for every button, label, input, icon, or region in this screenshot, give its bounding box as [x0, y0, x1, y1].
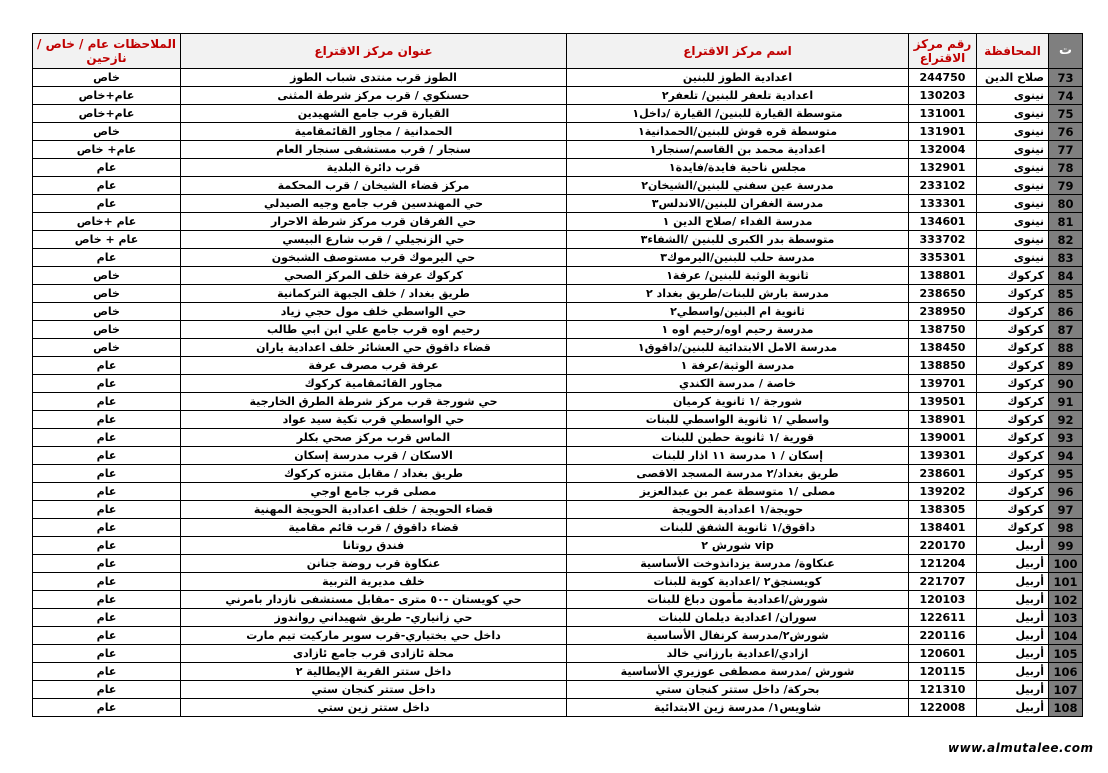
table-row	[33, 447, 1083, 465]
governorate-cell: كركوك	[977, 267, 1049, 285]
table-row	[33, 303, 1083, 321]
table-row	[33, 681, 1083, 699]
center-name-cell: مدرسة الغفران للبنين/الاندلس٣	[567, 195, 909, 213]
center-name-cell: متوسطة القيارة للبنين/ القيارة /داخل١	[567, 105, 909, 123]
center-code-cell: 120103	[909, 591, 977, 609]
row-number: 80	[1049, 195, 1083, 213]
row-number: 98	[1049, 519, 1083, 537]
center-address-cell: طريق بغداد / خلف الجبهة التركمانية	[181, 285, 567, 303]
center-code-cell: 131901	[909, 123, 977, 141]
notes-cell: عام +خاص	[33, 213, 181, 231]
governorate-cell: أربيل	[977, 663, 1049, 681]
center-address-cell: حي كويستان -٥٠ مترى -مقابل مستشفى نازدار بامرني	[181, 591, 567, 609]
row-number: 108	[1049, 699, 1083, 717]
table-row	[33, 537, 1083, 555]
notes-cell: عام	[33, 357, 181, 375]
governorate-cell: أربيل	[977, 609, 1049, 627]
table-row	[33, 411, 1083, 429]
row-number: 91	[1049, 393, 1083, 411]
center-address-cell: مجاور القائمقامية كركوك	[181, 375, 567, 393]
row-number: 90	[1049, 375, 1083, 393]
table-row	[33, 321, 1083, 339]
table-row	[33, 573, 1083, 591]
center-address-cell: قضاء داقوق / قرب قائم مقامية	[181, 519, 567, 537]
table-row	[33, 357, 1083, 375]
center-name-cell: مدرسة الفداء /صلاح الدين ١	[567, 213, 909, 231]
notes-cell: عام + خاص	[33, 231, 181, 249]
governorate-cell: كركوك	[977, 483, 1049, 501]
table-header-row	[33, 34, 1083, 69]
center-code-cell: 220116	[909, 627, 977, 645]
center-code-cell: 139301	[909, 447, 977, 465]
center-address-cell: محلة ئازادى قرب جامع ئازادى	[181, 645, 567, 663]
notes-cell: عام	[33, 465, 181, 483]
center-code-cell: 238950	[909, 303, 977, 321]
center-name-cell: داقوق/١ ثانوية الشفق للبنات	[567, 519, 909, 537]
notes-cell: عام	[33, 393, 181, 411]
center-code-cell: 120115	[909, 663, 977, 681]
notes-cell: عام	[33, 591, 181, 609]
governorate-cell: كركوك	[977, 501, 1049, 519]
center-code-cell: 138750	[909, 321, 977, 339]
notes-cell: عام	[33, 249, 181, 267]
governorate-cell: نينوى	[977, 195, 1049, 213]
row-number: 76	[1049, 123, 1083, 141]
governorate-cell: كركوك	[977, 519, 1049, 537]
table-row	[33, 249, 1083, 267]
governorate-cell: كركوك	[977, 393, 1049, 411]
governorate-cell: كركوك	[977, 285, 1049, 303]
table-row	[33, 123, 1083, 141]
notes-cell: عام	[33, 519, 181, 537]
center-address-cell: داخل حي بختياري-قرب سوبر ماركيت تيم مارت	[181, 627, 567, 645]
table-row	[33, 645, 1083, 663]
governorate-cell: نينوى	[977, 249, 1049, 267]
row-number: 99	[1049, 537, 1083, 555]
table-row	[33, 141, 1083, 159]
notes-cell: عام	[33, 699, 181, 717]
center-code-cell: 132901	[909, 159, 977, 177]
notes-cell: عام	[33, 681, 181, 699]
center-name-cell: حويجة/١ اعدادية الحويجة	[567, 501, 909, 519]
row-number: 106	[1049, 663, 1083, 681]
center-address-cell: طريق بغداد / مقابل متنزه كركوك	[181, 465, 567, 483]
notes-cell: خاص	[33, 339, 181, 357]
row-number: 87	[1049, 321, 1083, 339]
center-code-cell: 122611	[909, 609, 977, 627]
center-address-cell: الاسكان / قرب مدرسة إسكان	[181, 447, 567, 465]
row-number: 97	[1049, 501, 1083, 519]
governorate-cell: أربيل	[977, 573, 1049, 591]
center-address-cell: كركوك عرفة خلف المركز الصحي	[181, 267, 567, 285]
governorate-cell: نينوى	[977, 105, 1049, 123]
center-name-cell: شورش٢/مدرسة كرنفال الأساسية	[567, 627, 909, 645]
center-name-cell: طريق بغداد/٢ مدرسة المسجد الاقصى	[567, 465, 909, 483]
center-address-cell: قضاء الحويجة / خلف اعدادية الحويجة المهنية	[181, 501, 567, 519]
center-code-cell: 138901	[909, 411, 977, 429]
center-code-cell: 131001	[909, 105, 977, 123]
table-row	[33, 195, 1083, 213]
center-code-cell: 221707	[909, 573, 977, 591]
center-name-cell: اعدادية الطوز للبنين	[567, 69, 909, 87]
row-number: 83	[1049, 249, 1083, 267]
center-name-cell: اعدادية محمد بن القاسم/سنجار١	[567, 141, 909, 159]
row-number: 95	[1049, 465, 1083, 483]
center-name-cell: مدرسة رحيم اوه/رحيم اوه ١	[567, 321, 909, 339]
notes-cell: عام	[33, 645, 181, 663]
governorate-cell: أربيل	[977, 591, 1049, 609]
table-row	[33, 465, 1083, 483]
governorate-cell: أربيل	[977, 537, 1049, 555]
table-row	[33, 699, 1083, 717]
row-number: 82	[1049, 231, 1083, 249]
center-address-cell: حي الزنجيلي / قرب شارع البيسي	[181, 231, 567, 249]
center-address-cell: داخل ستتر القرية الإيطالية ٢	[181, 663, 567, 681]
center-address-cell: الماس قرب مركز صحي بكلر	[181, 429, 567, 447]
governorate-cell: كركوك	[977, 303, 1049, 321]
governorate-cell: أربيل	[977, 627, 1049, 645]
center-address-cell: حي الفرقان قرب مركز شرطة الاحرار	[181, 213, 567, 231]
notes-cell: خاص	[33, 321, 181, 339]
governorate-cell: نينوى	[977, 141, 1049, 159]
notes-cell: خاص	[33, 285, 181, 303]
center-code-cell: 139001	[909, 429, 977, 447]
table-row	[33, 375, 1083, 393]
notes-cell: خاص	[33, 303, 181, 321]
governorate-cell: نينوى	[977, 87, 1049, 105]
row-number: 86	[1049, 303, 1083, 321]
row-number: 94	[1049, 447, 1083, 465]
table-row	[33, 591, 1083, 609]
center-address-cell: القيارة قرب جامع الشهيدين	[181, 105, 567, 123]
center-code-cell: 238601	[909, 465, 977, 483]
center-code-cell: 138850	[909, 357, 977, 375]
governorate-cell: أربيل	[977, 555, 1049, 573]
center-name-cell: متوسطة بدر الكبرى للبنين /الشفاء٣	[567, 231, 909, 249]
notes-cell: عام	[33, 429, 181, 447]
row-number: 75	[1049, 105, 1083, 123]
notes-cell: خاص	[33, 267, 181, 285]
center-name-cell: ازادي/اعدادية بارزاني خالد	[567, 645, 909, 663]
notes-cell: عام	[33, 411, 181, 429]
table-row	[33, 213, 1083, 231]
table-row	[33, 663, 1083, 681]
notes-cell: عام	[33, 555, 181, 573]
table-row	[33, 627, 1083, 645]
center-address-cell: رحيم اوه قرب جامع علي ابن ابي طالب	[181, 321, 567, 339]
governorate-cell: كركوك	[977, 411, 1049, 429]
center-address-cell: حي زانياري- طريق شهيداني رواندوز	[181, 609, 567, 627]
table-row	[33, 87, 1083, 105]
row-number: 73	[1049, 69, 1083, 87]
row-number: 81	[1049, 213, 1083, 231]
notes-cell: عام	[33, 663, 181, 681]
center-name-cell: vip شورش ٢	[567, 537, 909, 555]
center-name-cell: ثانوية ام البنين/واسطي٢	[567, 303, 909, 321]
governorate-cell: كركوك	[977, 321, 1049, 339]
polling-centers-table	[32, 33, 1083, 717]
notes-cell: عام	[33, 537, 181, 555]
center-code-cell: 139701	[909, 375, 977, 393]
watermark: www.almutalee.com	[948, 741, 1094, 755]
notes-cell: خاص	[33, 123, 181, 141]
notes-cell: عام	[33, 195, 181, 213]
row-number: 101	[1049, 573, 1083, 591]
table-row	[33, 105, 1083, 123]
governorate-cell: كركوك	[977, 429, 1049, 447]
center-code-cell: 138450	[909, 339, 977, 357]
table-row	[33, 501, 1083, 519]
table-row	[33, 267, 1083, 285]
row-number: 88	[1049, 339, 1083, 357]
center-code-cell: 220170	[909, 537, 977, 555]
center-code-cell: 138801	[909, 267, 977, 285]
governorate-cell: كركوك	[977, 447, 1049, 465]
row-number: 107	[1049, 681, 1083, 699]
center-name-cell: متوسطة قره قوش للبنين/الحمدانية١	[567, 123, 909, 141]
center-address-cell: حي اليرموك قرب مستوصف الشبخون	[181, 249, 567, 267]
center-address-cell: الحمدانية / مجاور القائمقامية	[181, 123, 567, 141]
row-number: 103	[1049, 609, 1083, 627]
center-address-cell: مصلى قرب جامع اوجي	[181, 483, 567, 501]
center-code-cell: 132004	[909, 141, 977, 159]
row-number: 92	[1049, 411, 1083, 429]
notes-cell: عام	[33, 573, 181, 591]
center-address-cell: الطوز قرب منتدى شباب الطوز	[181, 69, 567, 87]
center-name-cell: شاويس١/ مدرسة زين الابتدائية	[567, 699, 909, 717]
center-address-cell: سنجار / قرب مستشفى سنجار العام	[181, 141, 567, 159]
center-code-cell: 120601	[909, 645, 977, 663]
governorate-cell: أربيل	[977, 699, 1049, 717]
row-number: 102	[1049, 591, 1083, 609]
center-name-cell: سوران/ اعدادية ديلمان للبنات	[567, 609, 909, 627]
center-address-cell: خلف مديرية التربية	[181, 573, 567, 591]
center-address-cell: داخل ستتر زين ستي	[181, 699, 567, 717]
notes-cell: عام	[33, 375, 181, 393]
row-number: 85	[1049, 285, 1083, 303]
center-name-cell: شورش /مدرسة مصطفى عوزيري الأساسية	[567, 663, 909, 681]
center-code-cell: 139501	[909, 393, 977, 411]
center-code-cell: 139202	[909, 483, 977, 501]
table-row	[33, 555, 1083, 573]
header-governorate: المحافظة	[977, 34, 1049, 69]
center-name-cell: إسكان / ١ مدرسة ١١ اذار للبنات	[567, 447, 909, 465]
center-address-cell: حسنكوي / قرب مركز شرطة المثنى	[181, 87, 567, 105]
center-code-cell: 335301	[909, 249, 977, 267]
center-name-cell: ثانوية الوثبة للبنين/ عرفة١	[567, 267, 909, 285]
row-number: 79	[1049, 177, 1083, 195]
table-row	[33, 393, 1083, 411]
center-name-cell: مدرسة عين سفني للبنين/الشيخان٢	[567, 177, 909, 195]
center-name-cell: كويسنجق٢ /اعدادية كوية للبنات	[567, 573, 909, 591]
center-address-cell: فندق روتانا	[181, 537, 567, 555]
table-row	[33, 483, 1083, 501]
center-name-cell: واسطي /١ ثانوية الواسطي للبنات	[567, 411, 909, 429]
center-address-cell: قرب دائرة البلدية	[181, 159, 567, 177]
center-name-cell: مجلس ناحية فايدة/فايدة١	[567, 159, 909, 177]
table-row	[33, 519, 1083, 537]
center-code-cell: 244750	[909, 69, 977, 87]
row-number: 93	[1049, 429, 1083, 447]
row-number: 78	[1049, 159, 1083, 177]
governorate-cell: أربيل	[977, 681, 1049, 699]
governorate-cell: صلاح الدين	[977, 69, 1049, 87]
center-name-cell: خاصة / مدرسة الكندي	[567, 375, 909, 393]
row-number: 96	[1049, 483, 1083, 501]
center-name-cell: مدرسة الامل الابتدائية للبنين/داقوق١	[567, 339, 909, 357]
center-code-cell: 122008	[909, 699, 977, 717]
governorate-cell: نينوى	[977, 231, 1049, 249]
center-code-cell: 138401	[909, 519, 977, 537]
center-address-cell: مركز قضاء الشيخان / قرب المحكمة	[181, 177, 567, 195]
center-address-cell: حي الواسطي خلف مول حجي زياد	[181, 303, 567, 321]
table-row	[33, 429, 1083, 447]
notes-cell: عام	[33, 501, 181, 519]
row-number: 100	[1049, 555, 1083, 573]
table-row	[33, 339, 1083, 357]
governorate-cell: نينوى	[977, 123, 1049, 141]
center-name-cell: مدرسة بارش للبنات/طريق بغداد ٢	[567, 285, 909, 303]
center-address-cell: قضاء داقوق حي العشائر خلف اعدادية ياران	[181, 339, 567, 357]
table-row	[33, 177, 1083, 195]
center-code-cell: 121204	[909, 555, 977, 573]
center-name-cell: قورية /١ ثانوية حطين للبنات	[567, 429, 909, 447]
polling-centers-sheet	[32, 33, 1082, 717]
center-address-cell: حي الواسطي قرب تكية سيد عواد	[181, 411, 567, 429]
center-code-cell: 130203	[909, 87, 977, 105]
table-row	[33, 231, 1083, 249]
notes-cell: عام+ خاص	[33, 141, 181, 159]
center-code-cell: 133301	[909, 195, 977, 213]
notes-cell: عام	[33, 483, 181, 501]
notes-cell: عام	[33, 627, 181, 645]
notes-cell: خاص	[33, 69, 181, 87]
notes-cell: عام+خاص	[33, 87, 181, 105]
center-name-cell: عنكاوة/ مدرسة يزدانذوخت الأساسية	[567, 555, 909, 573]
table-row	[33, 609, 1083, 627]
governorate-cell: أربيل	[977, 645, 1049, 663]
table-row	[33, 159, 1083, 177]
notes-cell: عام	[33, 609, 181, 627]
table-row	[33, 69, 1083, 87]
governorate-cell: نينوى	[977, 159, 1049, 177]
governorate-cell: كركوك	[977, 375, 1049, 393]
header-center-address: عنوان مركز الاقتراع	[181, 34, 567, 69]
center-address-cell: حي المهندسين قرب جامع وجيه الصيدلي	[181, 195, 567, 213]
center-code-cell: 333702	[909, 231, 977, 249]
header-center-name: اسم مركز الاقتراع	[567, 34, 909, 69]
center-name-cell: اعدادية تلعفر للبنين/ تلعفر٢	[567, 87, 909, 105]
notes-cell: عام	[33, 159, 181, 177]
row-number: 84	[1049, 267, 1083, 285]
center-code-cell: 238650	[909, 285, 977, 303]
center-name-cell: مدرسة حلب للبنين/اليرموك٣	[567, 249, 909, 267]
row-number: 89	[1049, 357, 1083, 375]
row-number: 77	[1049, 141, 1083, 159]
row-number: 104	[1049, 627, 1083, 645]
center-address-cell: داخل ستتر كنجان ستي	[181, 681, 567, 699]
center-address-cell: عرفة قرب مصرف عرفة	[181, 357, 567, 375]
center-code-cell: 233102	[909, 177, 977, 195]
notes-cell: عام+خاص	[33, 105, 181, 123]
row-number: 105	[1049, 645, 1083, 663]
governorate-cell: نينوى	[977, 177, 1049, 195]
center-name-cell: شورجة /١ ثانوية كرميان	[567, 393, 909, 411]
center-name-cell: بحركة/ داخل ستتر كنجان ستي	[567, 681, 909, 699]
center-name-cell: مصلى /١ متوسطة عمر بن عبدالعزيز	[567, 483, 909, 501]
notes-cell: عام	[33, 177, 181, 195]
center-name-cell: شورش/اعدادية مأمون دباغ للبنات	[567, 591, 909, 609]
center-code-cell: 138305	[909, 501, 977, 519]
governorate-cell: نينوى	[977, 213, 1049, 231]
header-notes: الملاحظات عام / خاص / نازحين	[33, 34, 181, 69]
center-name-cell: مدرسة الوثبة/عرفة ١	[567, 357, 909, 375]
center-address-cell: عنكاوة قرب روضة جنانن	[181, 555, 567, 573]
center-code-cell: 121310	[909, 681, 977, 699]
notes-cell: عام	[33, 447, 181, 465]
row-number: 74	[1049, 87, 1083, 105]
center-code-cell: 134601	[909, 213, 977, 231]
governorate-cell: كركوك	[977, 339, 1049, 357]
governorate-cell: كركوك	[977, 465, 1049, 483]
table-row	[33, 285, 1083, 303]
governorate-cell: كركوك	[977, 357, 1049, 375]
center-address-cell: حي شورجة قرب مركز شرطة الطرق الخارجية	[181, 393, 567, 411]
header-number: ت	[1049, 34, 1083, 69]
header-center-code: رقم مركز الاقتراع	[909, 34, 977, 69]
